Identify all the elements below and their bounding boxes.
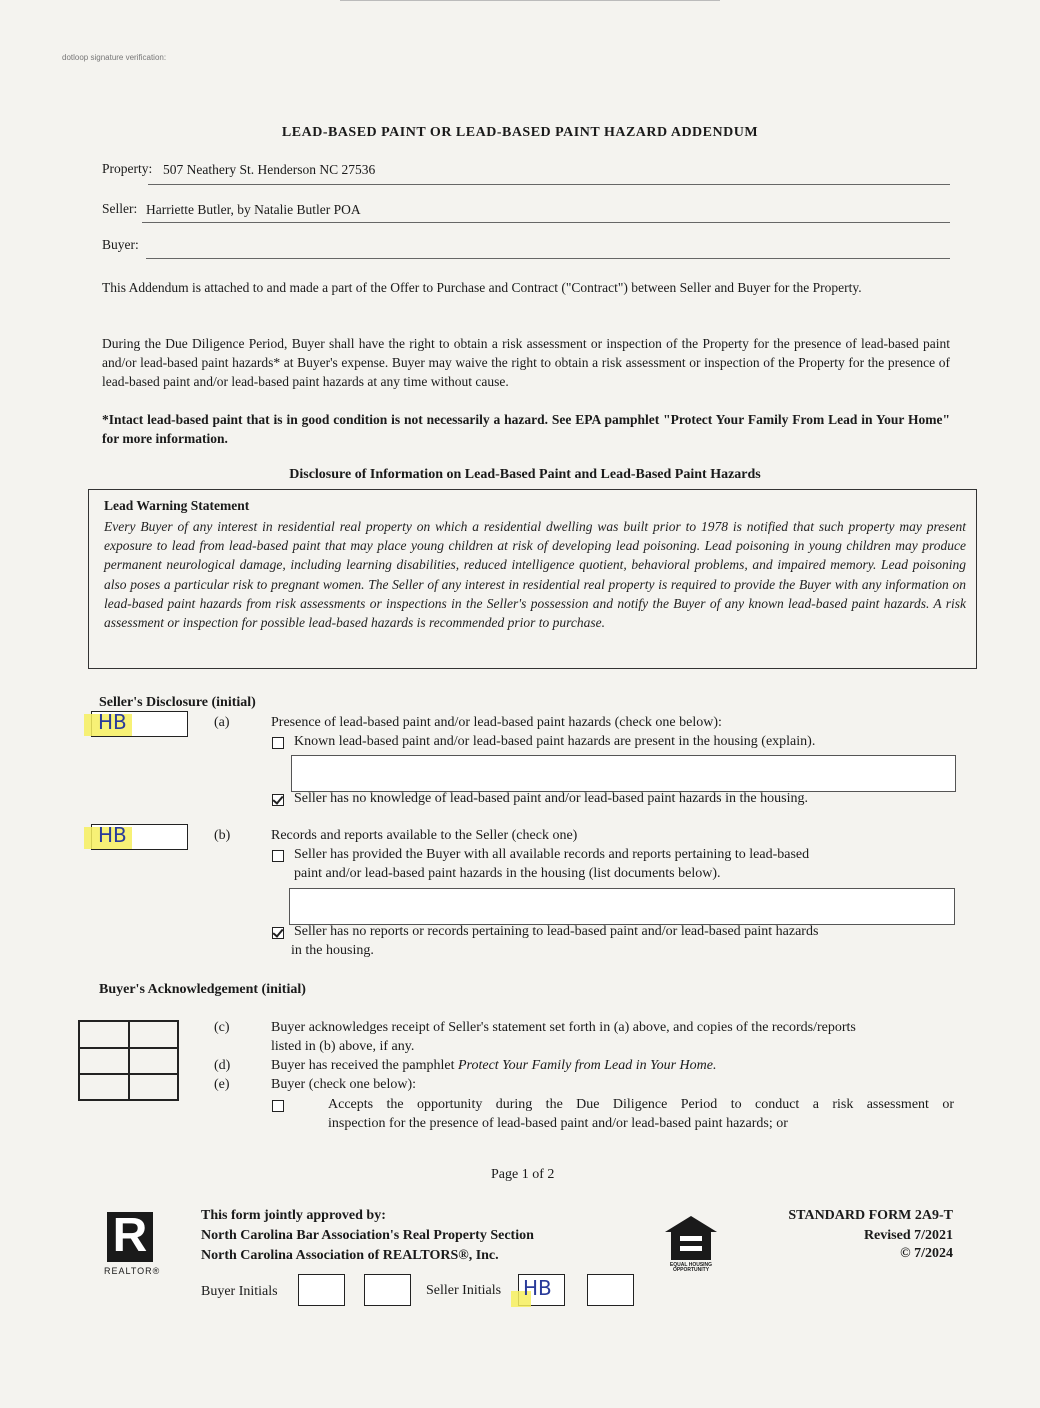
option-b-provided-line1: Seller has provided the Buyer with all available records and reports pertaining to lead-based [294, 847, 810, 862]
property-underline [148, 184, 950, 185]
intact-paint-paragraph: *Intact lead-based paint that is in good condition is not necessarily a hazard. See EPA pamphlet "Protect Your Family From Lead in Your Home" for more information. [102, 412, 950, 446]
seller-label: Seller: [102, 201, 138, 216]
buyer-initials-grid[interactable] [78, 1020, 179, 1101]
item-e-text: Buyer (check one below): [271, 1077, 416, 1092]
form-revised: Revised 7/2021 [863, 1228, 953, 1243]
option-e-accepts-line2: inspection for the presence of lead-based paint and/or lead-based paint hazards; or [328, 1116, 788, 1131]
checkbox-icon[interactable] [272, 737, 284, 749]
checkbox-b-provided[interactable] [272, 849, 284, 867]
seller-disclosure-heading: Seller's Disclosure (initial) [99, 695, 256, 710]
option-a-known-label: Known lead-based paint and/or lead-based paint hazards are present in the housing (explain). [294, 734, 816, 749]
lead-warning-text: Every Buyer of any interest in residential real property on which a residential dwelling was built prior to 1978 is notified that such property may present exposure to lead from lead-based paint that may place young children at risk of developing lead poisoning. Lead poisoning in young children may produce permanent neurological damage, including learning disabilities, reduced intelligence quotient, behavioral problems, and impaired memory. Lead poisoning also poses a particular risk to pregnant women. The Seller of any interest in residential real property is required to provide the Buyer with any information on lead-based paint hazards from risk assessments or inspections in the Seller's possession and notify the Buyer of any known lead-based paint hazards. A risk assessment or inspection for possible lead-based hazards is recommended prior to purchase. [104, 519, 966, 631]
lead-warning-box [88, 489, 977, 669]
page-top-edge [340, 0, 720, 1]
item-c-marker: (c) [214, 1020, 230, 1035]
buyer-underline [146, 258, 950, 259]
buyer-initials-label: Buyer Initials [201, 1284, 278, 1299]
grid-divider [128, 1022, 130, 1099]
buyer-initials-box-2[interactable] [364, 1274, 411, 1306]
approved-by-line2: North Carolina Bar Association's Real Property Section [201, 1228, 534, 1243]
seller-initials-label: Seller Initials [426, 1283, 502, 1298]
form-name: STANDARD FORM 2A9-T [788, 1208, 953, 1223]
verification-stamp: dotloop signature verification: [62, 53, 167, 62]
checkbox-icon[interactable] [272, 850, 284, 862]
option-e-accepts-line1: Accepts the opportunity during the Due Diligence Period to conduct a risk assessment or [328, 1097, 954, 1112]
pamphlet-title: Protect Your Family from Lead in Your Home. [457, 1058, 717, 1073]
item-e-marker: (e) [214, 1077, 230, 1092]
documents-textbox[interactable] [289, 888, 955, 925]
due-diligence-section [102, 334, 950, 391]
explain-textbox[interactable] [291, 755, 956, 792]
seller-initials-a: HB [98, 710, 127, 734]
intact-paint-note [102, 410, 950, 448]
checkbox-a-no-knowledge[interactable] [272, 793, 284, 811]
seller-initials-b-box[interactable] [91, 824, 188, 850]
due-diligence-paragraph: During the Due Diligence Period, Buyer shall have the right to obtain a risk assessment or inspection of the Property for the presence of lead-based paint and/or lead-based paint hazards* at Buyer's expense. Buyer may waive the right to obtain a risk assessment or inspection of the Property for the presence of lead-based paint and/or lead-based paint hazards at any time without cause. [102, 336, 950, 389]
checkbox-checked-icon[interactable] [272, 927, 284, 939]
item-d-text [271, 1058, 716, 1074]
seller-underline [142, 222, 950, 223]
item-d-marker: (d) [214, 1058, 231, 1073]
item-b-text: Records and reports available to the Seller (check one) [271, 828, 578, 843]
item-a-marker: (a) [214, 715, 230, 730]
addendum-intro [102, 278, 950, 297]
page-title: LEAD-BASED PAINT OR LEAD-BASED PAINT HAZARD ADDENDUM [281, 125, 759, 140]
buyer-label: Buyer: [102, 237, 139, 252]
checkbox-icon[interactable] [272, 1100, 284, 1112]
seller-initials-footer: HB [523, 1276, 552, 1300]
page-number: Page 1 of 2 [491, 1167, 555, 1182]
option-a-no-knowledge-label: Seller has no knowledge of lead-based paint and/or lead-based paint hazards in the housing. [294, 791, 808, 806]
seller-initials-a-box[interactable] [91, 711, 188, 737]
item-c-line2: listed in (b) above, if any. [271, 1039, 415, 1054]
checkbox-checked-icon[interactable] [272, 794, 284, 806]
buyer-ack-heading: Buyer's Acknowledgement (initial) [99, 982, 306, 997]
approved-by-line1: This form jointly approved by: [201, 1208, 386, 1223]
item-d-prefix: Buyer has received the pamphlet [271, 1058, 458, 1073]
intro-paragraph: This Addendum is attached to and made a part of the Offer to Purchase and Contract ("Contract") between Seller and Buyer for the Property. [102, 280, 862, 295]
seller-initials-box-1[interactable] [518, 1274, 565, 1306]
checkbox-e-accepts[interactable] [272, 1099, 284, 1117]
realtor-logo-icon: R [107, 1212, 153, 1262]
seller-value[interactable]: Harriette Butler, by Natalie Butler POA [146, 202, 361, 217]
seller-initials-box-2[interactable] [587, 1274, 634, 1306]
approved-by-line3: North Carolina Association of REALTORS®, Inc. [201, 1248, 499, 1263]
realtor-label: REALTOR® [104, 1266, 161, 1276]
option-b-no-records-line2: in the housing. [291, 943, 374, 958]
item-a-text: Presence of lead-based paint and/or lead-based paint hazards (check one below): [271, 715, 722, 730]
seller-initials-b: HB [98, 823, 127, 847]
option-b-provided-line2: paint and/or lead-based paint hazards in the housing (list documents below). [294, 866, 721, 881]
checkbox-a-known[interactable] [272, 736, 284, 754]
disclosure-heading: Disclosure of Information on Lead-Based Paint and Lead-Based Paint Hazards [289, 467, 761, 482]
buyer-initials-box-1[interactable] [298, 1274, 345, 1306]
item-b-marker: (b) [214, 828, 231, 843]
grid-divider [80, 1073, 177, 1075]
lead-warning-title: Lead Warning Statement [104, 498, 250, 513]
item-c-line1: Buyer acknowledges receipt of Seller's statement set forth in (a) above, and copies of the records/reports [271, 1020, 856, 1035]
property-value[interactable]: 507 Neathery St. Henderson NC 27536 [163, 162, 376, 177]
grid-divider [80, 1047, 177, 1049]
checkbox-b-no-records[interactable] [272, 926, 284, 944]
form-copyright: © 7/2024 [900, 1246, 953, 1261]
property-label: Property: [102, 161, 153, 176]
equal-housing-label: EQUAL HOUSING OPPORTUNITY [669, 1262, 713, 1273]
option-b-no-records-line1: Seller has no reports or records pertaining to lead-based paint and/or lead-based paint hazards [294, 924, 819, 939]
